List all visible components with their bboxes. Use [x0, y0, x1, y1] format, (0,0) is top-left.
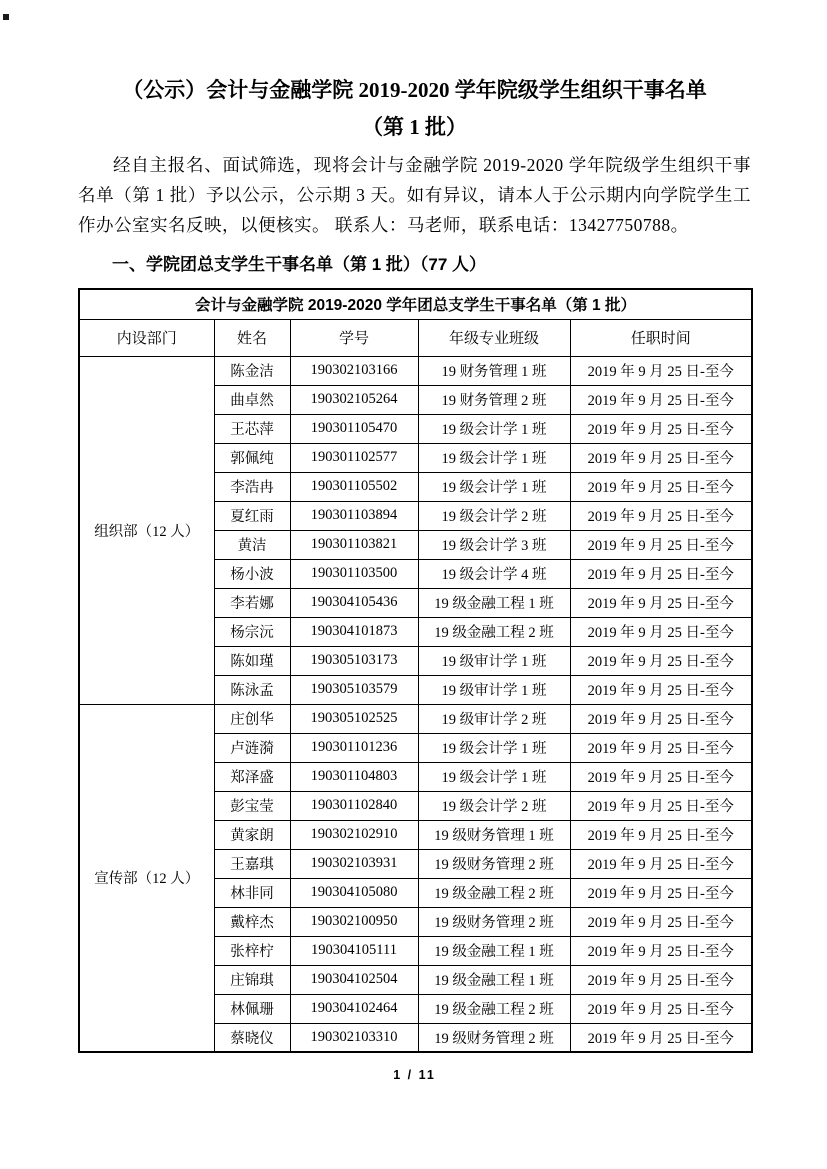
name-cell: 王嘉琪 [214, 849, 290, 878]
tenure-cell: 2019 年 9 月 25 日-至今 [570, 559, 752, 588]
name-cell: 卢涟漪 [214, 733, 290, 762]
class-cell: 19 级审计学 1 班 [418, 646, 570, 675]
tenure-cell: 2019 年 9 月 25 日-至今 [570, 907, 752, 936]
student-id-cell: 190301103821 [290, 530, 418, 559]
name-cell: 郭佩纯 [214, 443, 290, 472]
tenure-cell: 2019 年 9 月 25 日-至今 [570, 617, 752, 646]
student-id-cell: 190302105264 [290, 385, 418, 414]
tenure-cell: 2019 年 9 月 25 日-至今 [570, 965, 752, 994]
document-content [78, 0, 751, 1082]
tenure-cell: 2019 年 9 月 25 日-至今 [570, 936, 752, 965]
class-cell: 19 级审计学 2 班 [418, 704, 570, 733]
class-cell: 19 级会计学 1 班 [418, 414, 570, 443]
student-id-cell: 190301104803 [290, 762, 418, 791]
name-cell: 庄锦琪 [214, 965, 290, 994]
tenure-cell: 2019 年 9 月 25 日-至今 [570, 762, 752, 791]
class-cell: 19 级会计学 2 班 [418, 501, 570, 530]
name-cell: 王芯萍 [214, 414, 290, 443]
tenure-cell: 2019 年 9 月 25 日-至今 [570, 675, 752, 704]
table-row [79, 356, 752, 385]
student-id-cell: 190305103579 [290, 675, 418, 704]
document-title-line2: （第 1 批） [362, 115, 467, 139]
class-cell: 19 级会计学 1 班 [418, 733, 570, 762]
tenure-cell: 2019 年 9 月 25 日-至今 [570, 530, 752, 559]
student-id-cell: 190301105470 [290, 414, 418, 443]
name-cell: 张梓柠 [214, 936, 290, 965]
student-id-cell: 190301105502 [290, 472, 418, 501]
student-id-cell: 190302103931 [290, 849, 418, 878]
student-id-cell: 190304105111 [290, 936, 418, 965]
tenure-cell: 2019 年 9 月 25 日-至今 [570, 356, 752, 385]
column-header-student-id: 学号 [290, 319, 418, 356]
student-id-cell: 190301101236 [290, 733, 418, 762]
class-cell: 19 级会计学 1 班 [418, 472, 570, 501]
roster-table [78, 288, 753, 1053]
column-header-class: 年级专业班级 [418, 319, 570, 356]
class-cell: 19 级金融工程 1 班 [418, 936, 570, 965]
name-cell: 庄创华 [214, 704, 290, 733]
document-title [78, 72, 751, 146]
section-heading: 一、学院团总支学生干事名单（第 1 批）（77 人） [112, 255, 487, 274]
roster-table-body [79, 289, 752, 1052]
column-header-row [79, 319, 752, 356]
corner-mark [3, 14, 9, 20]
class-cell: 19 级会计学 2 班 [418, 791, 570, 820]
name-cell: 陈金洁 [214, 356, 290, 385]
tenure-cell: 2019 年 9 月 25 日-至今 [570, 385, 752, 414]
tenure-cell: 2019 年 9 月 25 日-至今 [570, 646, 752, 675]
class-cell: 19 级金融工程 2 班 [418, 878, 570, 907]
class-cell: 19 级会计学 3 班 [418, 530, 570, 559]
tenure-cell: 2019 年 9 月 25 日-至今 [570, 1023, 752, 1052]
name-cell: 彭宝莹 [214, 791, 290, 820]
class-cell: 19 级会计学 1 班 [418, 443, 570, 472]
tenure-cell: 2019 年 9 月 25 日-至今 [570, 849, 752, 878]
class-cell: 19 级财务管理 2 班 [418, 1023, 570, 1052]
name-cell: 蔡晓仪 [214, 1023, 290, 1052]
table-row [79, 704, 752, 733]
class-cell: 19 级财务管理 2 班 [418, 907, 570, 936]
column-header-department: 内设部门 [79, 319, 214, 356]
student-id-cell: 190302100950 [290, 907, 418, 936]
student-id-cell: 190304102464 [290, 994, 418, 1023]
tenure-cell: 2019 年 9 月 25 日-至今 [570, 443, 752, 472]
tenure-cell: 2019 年 9 月 25 日-至今 [570, 820, 752, 849]
class-cell: 19 级金融工程 1 班 [418, 965, 570, 994]
class-cell: 19 级金融工程 2 班 [418, 994, 570, 1023]
intro-paragraph: 经自主报名、面试筛选，现将会计与金融学院 2019-2020 学年院级学生组织干事名单（第 1 批）予以公示，公示期 3 天。如有异议，请本人于公示期内向学院学生工作办公室实名反映，以便核实。 联系人：马老师，联系电话：13427750788。 [78, 155, 751, 235]
department-cell: 组织部（12 人） [79, 356, 214, 704]
name-cell: 李浩冉 [214, 472, 290, 501]
table-title-row [79, 289, 752, 319]
tenure-cell: 2019 年 9 月 25 日-至今 [570, 704, 752, 733]
student-id-cell: 190304105080 [290, 878, 418, 907]
tenure-cell: 2019 年 9 月 25 日-至今 [570, 791, 752, 820]
column-header-name: 姓名 [214, 319, 290, 356]
page-number: 1 / 11 [393, 1068, 436, 1082]
name-cell: 戴梓杰 [214, 907, 290, 936]
student-id-cell: 190301102840 [290, 791, 418, 820]
class-cell: 19 级审计学 1 班 [418, 675, 570, 704]
column-header-tenure: 任职时间 [570, 319, 752, 356]
student-id-cell: 190304101873 [290, 617, 418, 646]
student-id-cell: 190302103310 [290, 1023, 418, 1052]
name-cell: 杨宗沅 [214, 617, 290, 646]
tenure-cell: 2019 年 9 月 25 日-至今 [570, 588, 752, 617]
name-cell: 陈泳孟 [214, 675, 290, 704]
student-id-cell: 190301103894 [290, 501, 418, 530]
class-cell: 19 级会计学 4 班 [418, 559, 570, 588]
student-id-cell: 190301102577 [290, 443, 418, 472]
student-id-cell: 190301103500 [290, 559, 418, 588]
name-cell: 郑泽盛 [214, 762, 290, 791]
student-id-cell: 190305102525 [290, 704, 418, 733]
name-cell: 曲卓然 [214, 385, 290, 414]
student-id-cell: 190304105436 [290, 588, 418, 617]
department-cell: 宣传部（12 人） [79, 704, 214, 1052]
tenure-cell: 2019 年 9 月 25 日-至今 [570, 878, 752, 907]
class-cell: 19 财务管理 1 班 [418, 356, 570, 385]
class-cell: 19 级会计学 1 班 [418, 762, 570, 791]
name-cell: 黄家朗 [214, 820, 290, 849]
name-cell: 杨小波 [214, 559, 290, 588]
student-id-cell: 190302103166 [290, 356, 418, 385]
student-id-cell: 190302102910 [290, 820, 418, 849]
tenure-cell: 2019 年 9 月 25 日-至今 [570, 472, 752, 501]
class-cell: 19 级财务管理 2 班 [418, 849, 570, 878]
student-id-cell: 190305103173 [290, 646, 418, 675]
tenure-cell: 2019 年 9 月 25 日-至今 [570, 414, 752, 443]
name-cell: 夏红雨 [214, 501, 290, 530]
tenure-cell: 2019 年 9 月 25 日-至今 [570, 994, 752, 1023]
name-cell: 林佩珊 [214, 994, 290, 1023]
document-title-line1: （公示）会计与金融学院 2019-2020 学年院级学生组织干事名单 [122, 78, 707, 102]
name-cell: 陈如瑾 [214, 646, 290, 675]
name-cell: 黄洁 [214, 530, 290, 559]
name-cell: 李若娜 [214, 588, 290, 617]
class-cell: 19 级金融工程 2 班 [418, 617, 570, 646]
class-cell: 19 级财务管理 1 班 [418, 820, 570, 849]
name-cell: 林非同 [214, 878, 290, 907]
tenure-cell: 2019 年 9 月 25 日-至今 [570, 501, 752, 530]
class-cell: 19 财务管理 2 班 [418, 385, 570, 414]
table-title: 会计与金融学院 2019-2020 学年团总支学生干事名单（第 1 批） [79, 289, 752, 319]
student-id-cell: 190304102504 [290, 965, 418, 994]
tenure-cell: 2019 年 9 月 25 日-至今 [570, 733, 752, 762]
class-cell: 19 级金融工程 1 班 [418, 588, 570, 617]
